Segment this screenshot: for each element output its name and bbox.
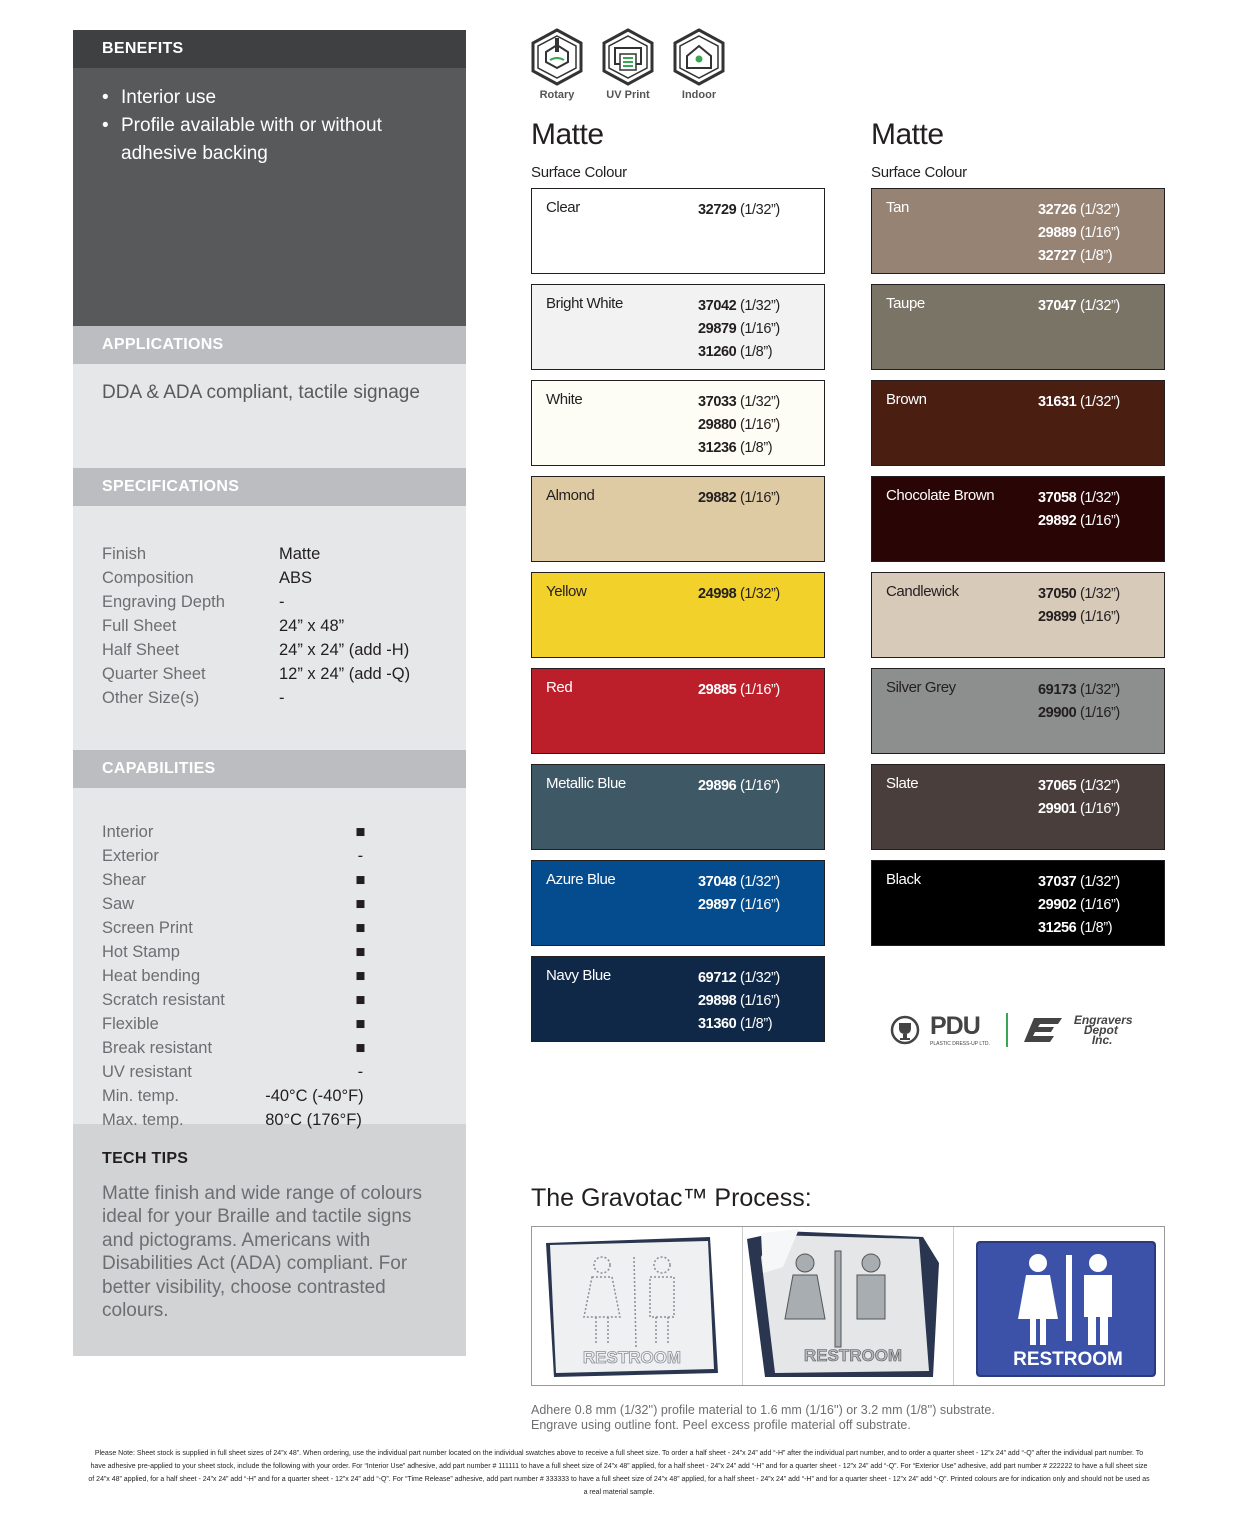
colour-swatch [871,764,1165,850]
sign-text: RESTROOM [803,1346,903,1365]
pdu-trophy-icon [890,1015,920,1045]
capability-label: Max. temp. [102,1111,184,1129]
part-number-line [698,679,810,702]
part-number: 29900 [1038,705,1077,721]
part-number: 29899 [1038,609,1077,625]
thickness: (1/16”) [736,993,780,1009]
applications-text: DDA & ADA compliant, tactile signage [102,382,420,403]
capability-label: Flexible [102,1015,159,1033]
part-number: 31260 [698,344,737,360]
swatch-part-numbers [698,487,810,551]
part-number-line [698,990,810,1013]
uv-print-icon [601,28,655,86]
swatch-part-numbers [1038,295,1150,359]
spec-label: Other Size(s) [102,689,200,707]
colour-swatch [531,380,825,466]
process-step-1 [532,1227,743,1385]
swatch-name: Slate [886,775,919,792]
part-number: 29882 [698,490,737,506]
process-step-2 [743,1227,954,1385]
part-number: 31256 [1038,920,1077,936]
benefit-item: • Interior use [102,84,437,112]
swatch-name: Bright White [546,295,623,312]
spec-row [102,566,437,590]
uv-print-feature [598,28,658,101]
spec-value: - [279,593,285,611]
part-number: 29879 [698,321,737,337]
part-number-line [698,414,810,437]
swatch-name: Silver Grey [886,679,956,696]
outline-sign-image [532,1227,742,1385]
swatch-name: Candlewick [886,583,959,600]
spec-row [102,686,437,710]
icon-label: Indoor [681,89,717,101]
icon-label: Rotary [539,89,575,101]
capability-label: Screen Print [102,919,193,937]
capability-label: Min. temp. [102,1087,180,1105]
swatch-name: Navy Blue [546,967,611,984]
capability-label: Saw [102,895,135,913]
benefit-item: • Profile available with or without adhesive backing [102,112,437,168]
part-number-line [698,1013,810,1036]
swatch-part-numbers [1038,871,1150,935]
thickness: (1/16”) [1076,705,1120,721]
part-number-line [1038,510,1150,533]
part-number: 37058 [1038,490,1077,506]
swatch-part-numbers [698,871,810,935]
logo-divider [1006,1013,1008,1047]
tech-tips-panel [73,1124,466,1356]
swatch-part-numbers [698,391,810,455]
capability-row [102,1108,437,1132]
part-number-line [698,199,810,222]
part-number: 29897 [698,897,737,913]
inc-line: Inc. [1091,1032,1113,1047]
thickness: (1/32”) [736,202,780,218]
part-number-line [1038,917,1150,940]
left-column [73,30,466,1356]
swatch-part-numbers [698,775,810,839]
specifications-heading: SPECIFICATIONS [73,468,466,506]
sign-text: RESTROOM [582,1348,682,1367]
spec-label: Engraving Depth [102,593,225,611]
capability-value: ■ [355,967,366,985]
swatch-name: Almond [546,487,595,504]
peeled-sign-image [743,1227,953,1385]
thickness: (1/16”) [1076,897,1120,913]
sign-text: RESTROOM [1013,1349,1123,1370]
swatch-part-numbers [1038,391,1150,455]
capability-label: Shear [102,871,147,889]
swatch-name: Brown [886,391,927,408]
tech-tips-text: Matte finish and wide range of colours ideal for your Braille and tactile signs and pictograms. Americans with Disabilities Act (ADA) compliant. For better visibility, choose contrasted colours. [102,1183,423,1322]
thickness: (1/32”) [736,970,780,986]
thickness: (1/16”) [1076,801,1120,817]
indoor-feature [669,28,729,101]
feature-icons [527,28,729,101]
capability-value: ■ [355,871,366,889]
part-number-line [1038,245,1150,268]
process-step-3 [954,1227,1164,1385]
capabilities-heading: CAPABILITIES [73,750,466,788]
capability-value: - [357,1063,364,1081]
capability-row [102,1036,437,1060]
capability-row [102,1012,437,1036]
specifications-table [73,506,466,710]
capability-row [102,820,437,844]
thickness: (1/32”) [1076,490,1120,506]
part-number-line [698,775,810,798]
swatch-part-numbers [698,583,810,647]
capability-value: ■ [355,943,366,961]
colour-swatch [531,188,825,274]
engravers-line: Engravers [1073,1012,1133,1027]
thickness: (1/8”) [1076,920,1113,936]
thickness: (1/32”) [736,394,780,410]
capability-value: ■ [355,991,366,1009]
brand-logos [890,1012,1133,1047]
thickness: (1/8”) [736,440,773,456]
swatch-name: Tan [886,199,909,216]
capability-value: - [357,847,364,865]
capability-label: Hot Stamp [102,943,180,961]
capability-value: ■ [355,1015,366,1033]
pdu-logo-text: PDU [930,1012,980,1040]
part-number: 29885 [698,682,737,698]
part-number-line [1038,606,1150,629]
part-number-line [698,894,810,917]
thickness: (1/32”) [736,874,780,890]
spec-label: Quarter Sheet [102,665,206,683]
colour-swatch [871,188,1165,274]
capability-label: Break resistant [102,1039,213,1057]
icon-label: UV Print [606,89,650,101]
thickness: (1/16”) [736,682,780,698]
indoor-icon [672,28,726,86]
benefits-panel [73,30,466,326]
thickness: (1/32”) [1076,874,1120,890]
swatch-part-numbers [1038,199,1150,263]
swatch-list [531,188,825,1042]
thickness: (1/8”) [736,344,773,360]
capability-value: ■ [355,1039,366,1057]
thickness: (1/32”) [736,586,780,602]
spec-label: Composition [102,569,194,587]
part-number: 32726 [1038,202,1077,218]
part-number-line [1038,798,1150,821]
benefits-list [73,68,466,168]
pdu-logo-subtext: PLASTIC DRESS-UP LTD. [930,1041,990,1047]
swatch-part-numbers [698,295,810,359]
column-title: Matte [871,118,944,151]
specifications-panel [73,468,466,750]
part-number-line [1038,295,1150,318]
spec-row [102,662,437,686]
part-number: 24998 [698,586,737,602]
swatch-part-numbers [698,679,810,743]
part-number-line [1038,487,1150,510]
process-title: The Gravotac™ Process: [531,1184,812,1212]
spec-value: 12” x 24” (add -Q) [279,665,411,683]
part-number: 37047 [1038,298,1077,314]
part-number-line [1038,775,1150,798]
capability-label: Interior [102,823,154,841]
part-number: 31360 [698,1016,737,1032]
part-number-line [1038,199,1150,222]
part-number: 29889 [1038,225,1077,241]
part-number-line [698,487,810,510]
colour-swatch [531,668,825,754]
part-number-line [1038,222,1150,245]
column-subtitle: Surface Colour [871,164,967,181]
part-number: 29880 [698,417,737,433]
thickness: (1/32”) [1076,298,1120,314]
swatch-part-numbers [1038,679,1150,743]
part-number-line [698,341,810,364]
colour-swatch [531,860,825,946]
part-number: 32727 [1038,248,1077,264]
spec-row [102,542,437,566]
swatch-name: White [546,391,583,408]
swatch-name: Clear [546,199,580,216]
part-number: 29901 [1038,801,1077,817]
thickness: (1/32”) [1076,778,1120,794]
capability-value: ■ [355,895,366,913]
part-number: 32729 [698,202,737,218]
colour-swatch [871,476,1165,562]
capability-row [102,844,437,868]
finished-sign-image [954,1227,1164,1385]
colour-swatch [871,860,1165,946]
part-number-line [698,583,810,606]
part-number-line [1038,871,1150,894]
swatch-name: Metallic Blue [546,775,626,792]
spec-row [102,590,437,614]
spec-value: - [279,689,285,707]
part-number: 37033 [698,394,737,410]
colour-swatch [531,572,825,658]
thickness: (1/32”) [1076,682,1120,698]
part-number: 37042 [698,298,737,314]
process-note-line: Adhere 0.8 mm (1/32'') profile material to 1.6 mm (1/16'') or 3.2 mm (1/8'') substrate. [531,1403,995,1417]
capability-row [102,1060,437,1084]
thickness: (1/16”) [736,778,780,794]
capability-label: UV resistant [102,1063,192,1081]
capability-value: ■ [355,823,366,841]
capability-value: ■ [355,919,366,937]
swatch-part-numbers [1038,775,1150,839]
spec-label: Finish [102,545,147,563]
process-note [531,1403,995,1433]
part-number: 37065 [1038,778,1077,794]
capability-row [102,868,437,892]
part-number-line [698,871,810,894]
part-number-line [1038,583,1150,606]
part-number: 69173 [1038,682,1077,698]
capabilities-panel [73,750,466,1129]
thickness: (1/16”) [736,417,780,433]
thickness: (1/32”) [736,298,780,314]
part-number-line [698,318,810,341]
swatch-name: Yellow [546,583,587,600]
thickness: (1/32”) [1076,394,1120,410]
colour-swatch [871,572,1165,658]
capability-row [102,916,437,940]
swatch-column-right [871,118,1165,956]
colour-swatch [871,668,1165,754]
process-note-line: Engrave using outline font. Peel excess profile material off substrate. [531,1418,911,1432]
part-number-line [698,967,810,990]
tech-tips-heading: TECH TIPS [102,1150,189,1167]
capability-row [102,988,437,1012]
part-number-line [1038,679,1150,702]
swatch-name: Red [546,679,573,696]
part-number: 37037 [1038,874,1077,890]
part-number: 37048 [698,874,737,890]
colour-swatch [531,284,825,370]
spec-row [102,638,437,662]
part-number: 29898 [698,993,737,1009]
colour-swatch [871,380,1165,466]
swatch-list [871,188,1165,946]
swatch-part-numbers [1038,583,1150,647]
swatch-name: Taupe [886,295,925,312]
spec-value: Matte [279,545,321,563]
spec-row [102,614,437,638]
part-number: 37050 [1038,586,1077,602]
capability-value: 80°C (176°F) [265,1111,362,1129]
engravers-depot-mark-icon [1024,1016,1064,1044]
thickness: (1/16”) [1076,225,1120,241]
spec-label: Full Sheet [102,617,177,635]
spec-value: 24” x 24” (add -H) [279,641,410,659]
thickness: (1/16”) [736,321,780,337]
thickness: (1/16”) [736,897,780,913]
swatch-name: Black [886,871,921,888]
depot-line: Depot [1083,1022,1118,1037]
thickness: (1/8”) [736,1016,773,1032]
rotary-feature [527,28,587,101]
spec-label: Half Sheet [102,641,180,659]
colour-swatch [871,284,1165,370]
colour-swatch [531,476,825,562]
swatch-part-numbers [698,967,810,1031]
colour-swatch [531,764,825,850]
part-number-line [698,391,810,414]
part-number-line [698,437,810,460]
capability-label: Heat bending [102,967,201,985]
swatch-name: Azure Blue [546,871,616,888]
column-subtitle: Surface Colour [531,164,627,181]
thickness: (1/32”) [1076,202,1120,218]
part-number: 69712 [698,970,737,986]
pdu-logo [930,1012,990,1047]
footnote: Please Note: Sheet stock is supplied in full sheet sizes of 24”x 48”. When ordering, use the individual part number located on the individual swatches above to receive a full sheet size. To order a half sheet - 24”x 24” add “-H” after the individual part number, and to order a quarter sheet - 12”x 24” add “-Q” after the individual part number. To have adhesive pre-applied to your sheet stock, include the following with your order. For “Interior Use” adhesive, add part number # 111111 to have a full sheet size of 24”x 48” applied, for a half sheet - 24”x 24” add “-H” and for a quarter sheet - 12”x 24” add “-Q”. For “Exterior Use” adhesive, add part number # 222222 to have a full sheet size of 24”x 48” applied, for a half sheet - 24”x 24” add “-H” and for a quarter sheet - 12”x 24” add “-Q”. For “Time Release” adhesive, add part number # 333333 to have a full sheet size of 24”x 48” applied, for a half sheet - 24”x 24” add “-H” and for a quarter sheet - 12”x 24” add “-Q”. Printed colours are for indication only and should not be used as a real material sample. [88,1450,1150,1496]
part-number-line [698,295,810,318]
part-number-line [1038,391,1150,414]
capability-row [102,892,437,916]
process-images [531,1226,1165,1386]
rotary-icon [530,28,584,86]
thickness: (1/16”) [736,490,780,506]
thickness: (1/8”) [1076,248,1113,264]
part-number: 29902 [1038,897,1077,913]
thickness: (1/16”) [1076,609,1120,625]
part-number: 31631 [1038,394,1077,410]
part-number: 29896 [698,778,737,794]
colour-swatch [531,956,825,1042]
capability-label: Scratch resistant [102,991,225,1009]
part-number-line [1038,894,1150,917]
part-number-line [1038,702,1150,725]
swatch-column-left [531,118,825,1052]
capability-value: -40°C (-40°F) [265,1087,364,1105]
thickness: (1/16”) [1076,513,1120,529]
engravers-depot-logo [1073,1012,1133,1047]
applications-heading: APPLICATIONS [73,326,466,364]
column-title: Matte [531,118,604,151]
capability-row [102,964,437,988]
thickness: (1/32”) [1076,586,1120,602]
applications-panel [73,326,466,468]
spec-value: 24” x 48” [279,617,345,635]
capabilities-table [73,788,466,1132]
part-number: 31236 [698,440,737,456]
capability-label: Exterior [102,847,159,865]
part-number: 29892 [1038,513,1077,529]
capability-row [102,940,437,964]
swatch-part-numbers [1038,487,1150,551]
spec-value: ABS [279,569,313,587]
benefits-heading: BENEFITS [73,30,466,68]
swatch-part-numbers [698,199,810,263]
swatch-name: Chocolate Brown [886,487,995,504]
capability-row [102,1084,437,1108]
